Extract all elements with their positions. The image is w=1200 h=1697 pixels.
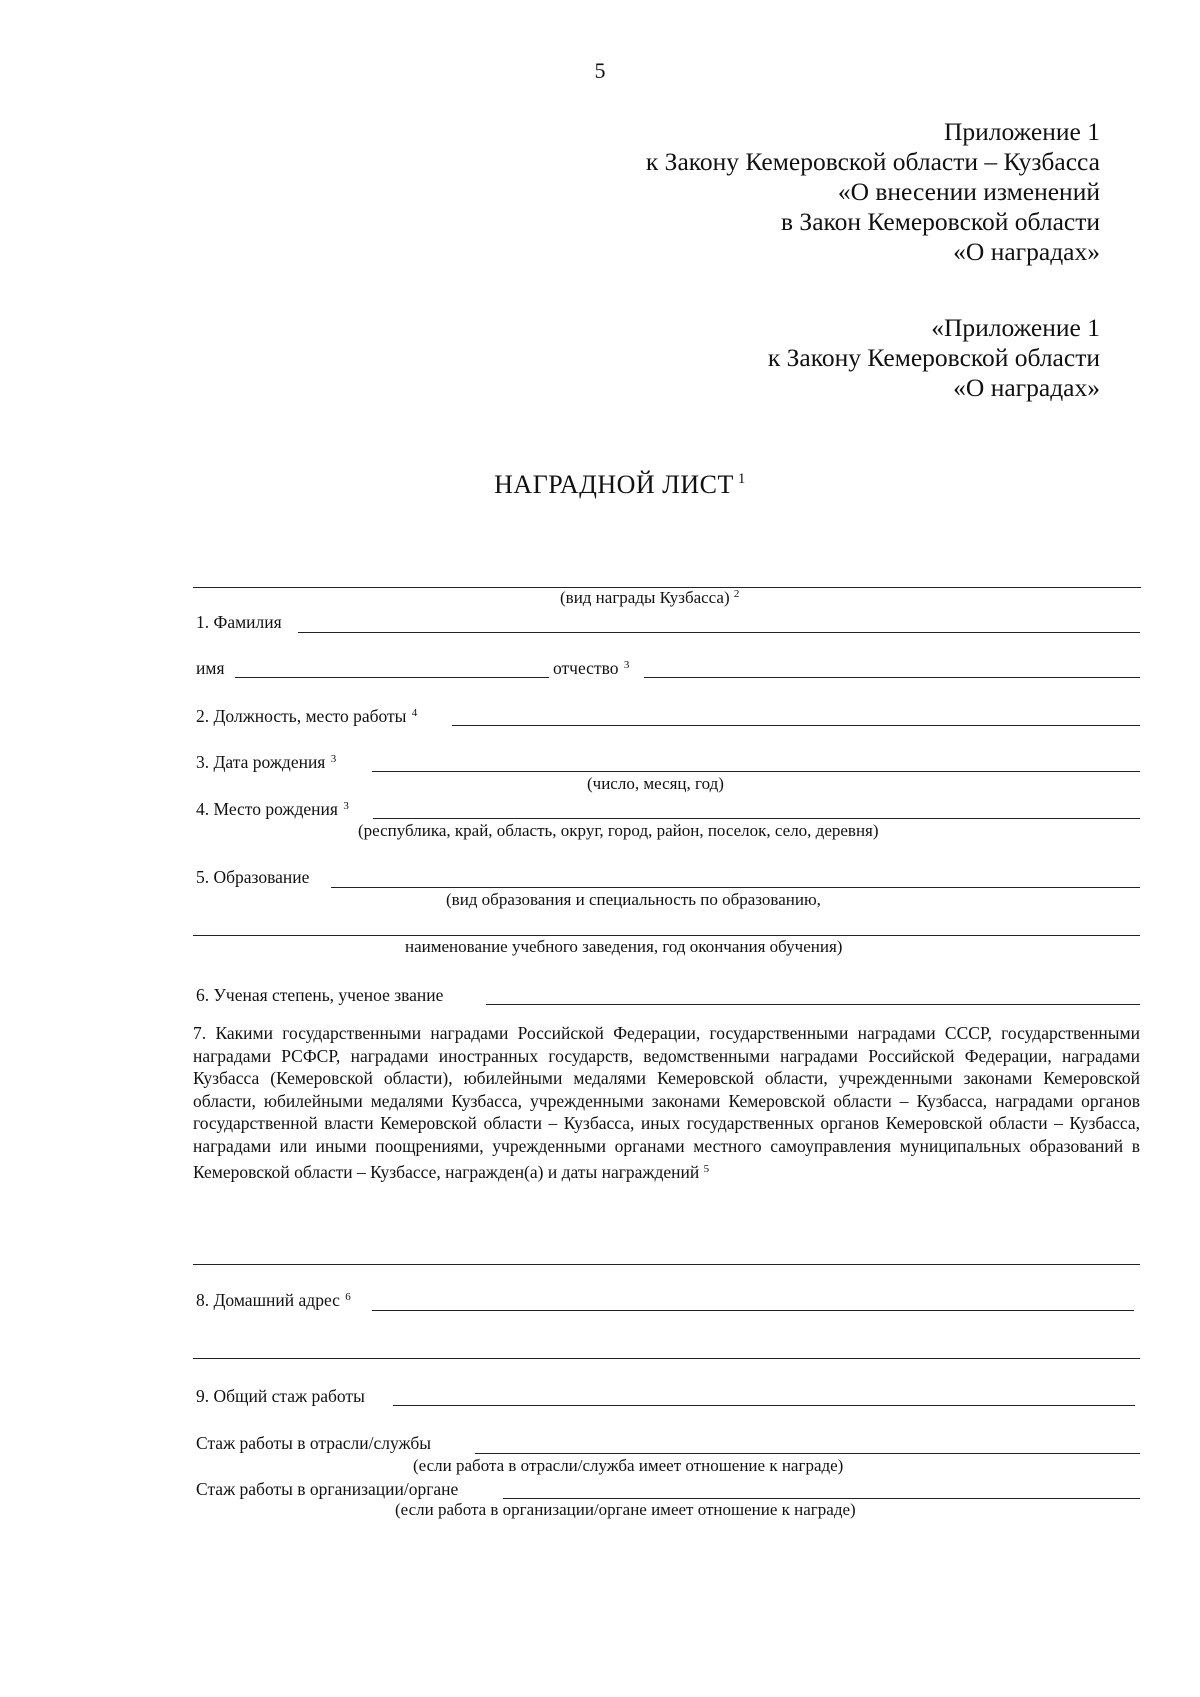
birth-place-field[interactable] [373, 818, 1140, 819]
award-type-caption: (вид награды Кузбасса) $^2$ [560, 588, 740, 607]
surname-label: 1. Фамилия [196, 612, 282, 632]
birth-date-caption: (число, месяц, год) [587, 774, 724, 793]
title-footnote: 1 [737, 471, 746, 487]
industry-experience-caption: (если работа в отрасли/служба имеет отношение к награде) [413, 1456, 844, 1475]
header-line-4: в Закон Кемеровской области [781, 207, 1100, 236]
total-experience-label: 9. Общий стаж работы [196, 1386, 365, 1406]
education-field[interactable] [331, 887, 1140, 888]
education-label: 5. Образование [196, 867, 310, 887]
degree-label: 6. Ученая степень, ученое звание [196, 985, 444, 1005]
org-experience-label: Стаж работы в организации/органе [196, 1479, 459, 1499]
address-field[interactable] [372, 1310, 1134, 1311]
org-experience-field[interactable] [503, 1498, 1140, 1499]
appendix-line-3: «О наградах» [953, 373, 1100, 402]
appendix-header [646, 117, 1100, 267]
first-name-field[interactable] [235, 677, 549, 678]
awards-field[interactable] [193, 1264, 1140, 1265]
first-name-label: имя [196, 658, 225, 678]
education-field-2[interactable] [193, 935, 1140, 936]
patronymic-label: отчество $^3$ [553, 658, 630, 678]
education-caption-1: (вид образования и специальность по образованию, [446, 890, 821, 909]
appendix-line-1: «Приложение 1 [931, 313, 1100, 342]
page-number: 5 [594, 58, 606, 83]
header-line-3: «О внесении изменений [837, 177, 1100, 206]
degree-field[interactable] [486, 1004, 1140, 1005]
position-label: 2. Должность, место работы $^4$ [196, 706, 418, 726]
header-line-5: «О наградах» [953, 237, 1100, 266]
birth-date-field[interactable] [372, 771, 1140, 772]
header-line-2: к Закону Кемеровской области – Кузбасса [645, 147, 1100, 176]
address-field-2[interactable] [193, 1358, 1140, 1359]
birth-place-caption: (республика, край, область, округ, город, район, поселок, село, деревня) [358, 821, 879, 840]
header-line-1: Приложение 1 [944, 117, 1100, 146]
appendix-line-2: к Закону Кемеровской области [767, 343, 1100, 372]
industry-experience-label: Стаж работы в отрасли/службы [196, 1433, 432, 1453]
org-experience-caption: (если работа в организации/органе имеет отношение к награде) [395, 1500, 856, 1519]
education-caption-2: наименование учебного заведения, год окончания обучения) [405, 937, 843, 956]
birth-date-label: 3. Дата рождения $^3$ [196, 752, 337, 772]
patronymic-field[interactable] [644, 677, 1140, 678]
address-label: 8. Домашний адрес $^6$ [196, 1290, 351, 1310]
total-experience-field[interactable] [393, 1405, 1135, 1406]
industry-experience-field[interactable] [475, 1453, 1140, 1454]
position-field[interactable] [452, 725, 1140, 726]
surname-field[interactable] [298, 632, 1140, 633]
awards-question: 7. Какими государственными наградами Российской Федерации, государственными наградами СССР, государственными наградами РСФСР, наградами иностранных государств, ведомственными наградами Российской Федерации, наградами Кузбасса (Кемеровской области), юбилейными медалями Кемеровской области, учрежденными законами Кемеровской области, юбилейными медалями Кузбасса, учрежденными законами Кемеровской области – Кузбасса, наградами органов государственной власти Кемеровской области – Кузбасса, иных государственных органов Кемеровской области – Кузбасса, наградами или иными поощрениями, учрежденными органами местного самоуправления муниципальных образований в Кемеровской области – Кузбассе, награжден(а) и даты награждений $^5$ [193, 1023, 1140, 1182]
document-title [0, 470, 1200, 500]
birth-place-label: 4. Место рождения $^3$ [196, 799, 349, 819]
appendix-quote [768, 313, 1100, 403]
title-text: НАГРАДНОЙ ЛИСТ [494, 470, 734, 499]
